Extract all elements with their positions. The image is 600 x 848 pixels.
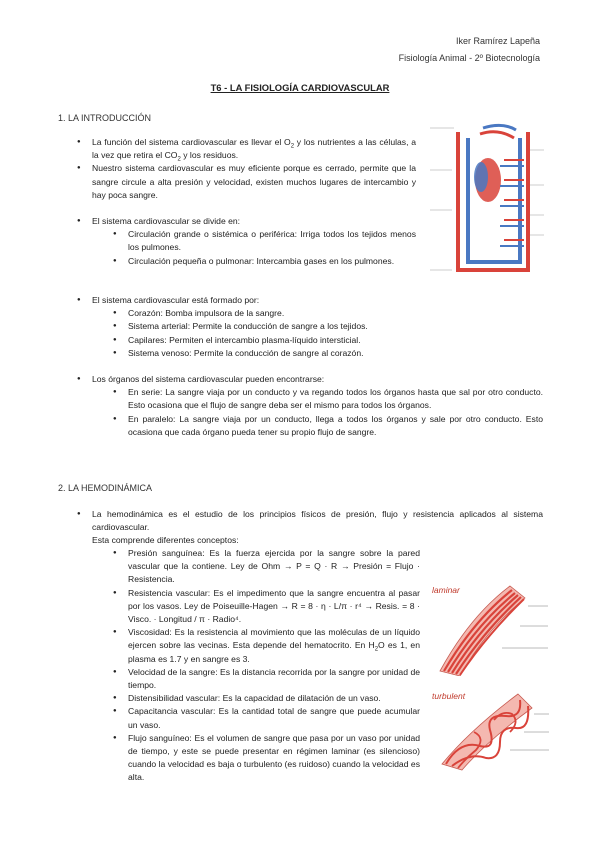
bullet-division: ● El sistema cardiovascular se divide en: (58, 215, 416, 228)
bullet-function: ● La función del sistema cardiovascular es llevar el $O_2$ y los nutrientes a las células, a la vez que retira el $CO_2$ y los residuos. (58, 136, 416, 162)
bullet-hemodynamics: ● La hemodinámica es el estudio de los principios físicos de presión, flujo y resistencia aplicados al sistema cardiovascular. (58, 508, 543, 534)
course-name: Fisiología Animal - 2º Biotecnología (398, 53, 540, 63)
concept-velocity: ● Velocidad de la sangre: Es la distancia recorrida por la sangre por unidad de tiempo. (58, 666, 420, 692)
section-heading-introduction: 1. LA INTRODUCCIÓN (58, 113, 152, 123)
organ-item-series: ● En serie: La sangre viaja por un conducto y va regando todos los órganos hasta que sal por otro conducto. Esto ocasiona que el flujo de sangre deba ser el mismo para todos los órganos. (58, 386, 543, 412)
organ-item-parallel: ● En paralelo: La sangre viaja por un conducto, llega a todos los órganos y sale por otro conducto. Esto ocasiona que cada órgano pueda tener su propio flujo de sangre. (58, 413, 543, 439)
component-item-3: ● Capilares: Permiten el intercambio plasma-líquido intersticial. (58, 334, 543, 347)
component-item-1: ● Corazón: Bomba impulsora de la sangre. (58, 307, 543, 320)
intro-block-2 (58, 294, 543, 439)
laminar-label: laminar (432, 585, 460, 595)
component-item-4: ● Sistema venoso: Permite la conducción de sangre al corazón. (58, 347, 543, 360)
component-item-2: ● Sistema arterial: Permite la conducción de sangre a los tejidos. (58, 320, 543, 333)
section-heading-hemodynamics: 2. LA HEMODINÁMICA (58, 483, 153, 493)
division-item-2: ● Circulación pequeña o pulmonar: Intercambia gases en los pulmones. (58, 255, 416, 268)
bullet-organs: ● Los órganos del sistema cardiovascular pueden encontrarse: (58, 373, 543, 386)
concept-capacitance: ● Capacitancia vascular: Es la cantidad total de sangre que puede acumular un vaso. (58, 705, 420, 731)
concepts-intro: Esta comprende diferentes conceptos: (92, 535, 239, 546)
bullet-efficiency: ● Nuestro sistema cardiovascular es muy eficiente porque es cerrado, permite que la sangre circule a alta presión y velocidad, existen muchos lugares de intercambio y hay poca sangre. (58, 162, 416, 202)
page-header (399, 33, 540, 67)
turbulent-flow-figure (430, 680, 550, 772)
concept-viscosity: ● Viscosidad: Es la resistencia al movimiento que las moléculas de un líquido ejercen sobre las vecinas. Esta depende del hematocrito. En $H_2O$ es 1, en plasma es 1.7 y en sangre es 3. (58, 626, 420, 666)
circulatory-system-figure (428, 120, 546, 288)
concept-distensibility: ● Distensibilidad vascular: Es la capacidad de dilatación de un vaso. (58, 692, 420, 705)
hemodynamics-concepts (58, 547, 420, 785)
author-name: Iker Ramírez Lapeña (455, 36, 540, 46)
division-item-1: ● Circulación grande o sistémica o periférica: Irriga todos los tejidos menos los pulmones. (58, 228, 416, 254)
document-title: T6 - LA FISIOLOGÍA CARDIOVASCULAR (210, 82, 390, 93)
turbulent-label: turbulent (432, 691, 466, 701)
laminar-flow-figure (430, 576, 550, 676)
concept-blood-flow: ● Flujo sanguíneo: Es el volumen de sangre que pasa por un vaso por unidad de tiempo, y este se puede presentar en régimen laminar (es silencioso) cuando la velocidad es baja o turbulento (es ruidoso) cuando la velocidad es alta. (58, 732, 420, 785)
hemodynamics-intro (58, 508, 543, 548)
intro-block-1 (58, 136, 416, 268)
concept-pressure: ● Presión sanguínea: Es la fuerza ejercida por la sangre sobre la pared vascular que la contiene. Ley de Ohm → P = Q · R → Presión = Flujo · Resistencia. (58, 547, 420, 587)
concept-resistance: ● Resistencia vascular: Es el impedimento que la sangre encuentra al pasar por los vasos. Ley de Poiseuille-Hagen → R = 8 · η · L/π · r⁴ → Resis. = 8 · Visco. · Longitud / π · Radio⁴. (58, 587, 420, 627)
bullet-components: ● El sistema cardiovascular está formado por: (58, 294, 543, 307)
